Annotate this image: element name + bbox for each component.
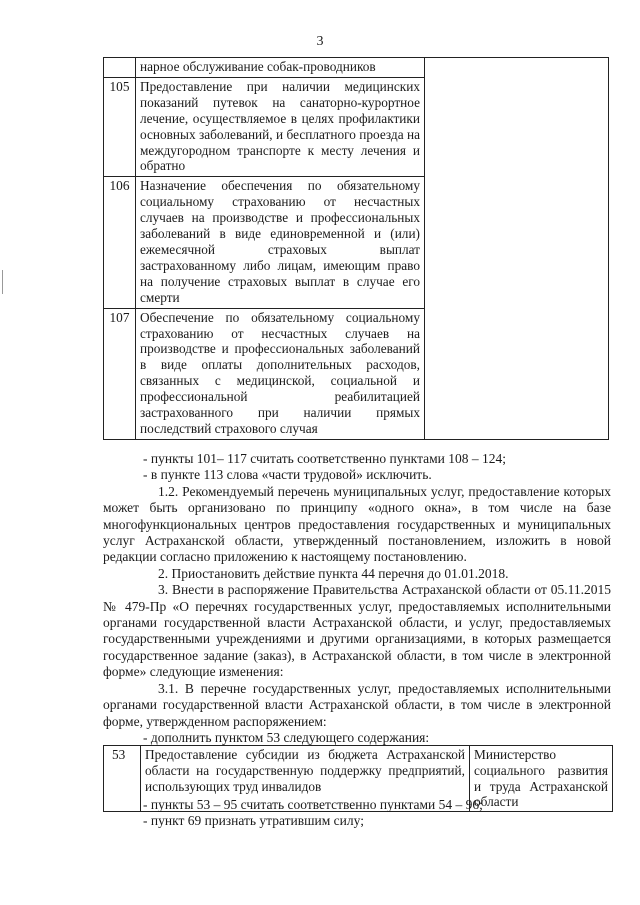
paragraph: - пункты 101– 117 считать соответственно пунктами 108 – 124; <box>143 451 507 466</box>
paragraph: 1.2. Рекомендуемый перечень муниципальных услуг, предоставление которых может быть организовано по принципу «одного окна», в том числе на базе многофункциональных центров предоставления государственных и муниципальных услуг Астраханской области, утвержденный постановлением, изложить в новой редакции согласно приложению к настоящему постановлению. <box>103 483 611 565</box>
service-description: Обеспечение по обязательному социальному страхованию от несчастных случаев на производстве и профессиональных заболеваний в виде оплаты дополнительных расходов, связанных с медицинской, социальной и профессиональной реабилитацией застрахованного при наличии прямых последствий страхового случая <box>136 308 425 439</box>
page-number: 3 <box>316 34 324 49</box>
document-body <box>103 451 611 746</box>
row-number: 106 <box>104 177 136 308</box>
service-description: Назначение обеспечения по обязательному социальному страхованию от несчастных случаев на производстве и профессиональных заболеваний в виде единовременной и (или) ежемесячной страховых выплат застрахованному либо лицам, имеющим право на получение страховых выплат в случае его смерти <box>136 177 425 308</box>
responsible-organization: Министерство социального развития и труда Астраханской области <box>470 746 613 812</box>
service-description: Предоставление при наличии медицинских показаний путевок на санаторно-курортное лечение, осуществляемое в целях профилактики основных заболеваний, и бесплатного проезда на междугородном транспорте к месту лечения и обратно <box>136 77 425 176</box>
scan-edge-mark <box>2 270 3 294</box>
table-row <box>104 58 609 78</box>
paragraph: 3.1. В перечне государственных услуг, предоставляемых исполнительными органами государственной власти Астраханской области, в том числе в электронной форме, утвержденном распоряжением: <box>103 680 611 729</box>
row-number: 107 <box>104 308 136 439</box>
paragraph: - в пункте 113 слова «части трудовой» исключить. <box>143 467 432 483</box>
paragraph: 2. Приостановить действие пункта 44 перечня до 01.01.2018. <box>158 565 509 581</box>
paragraph: - пункты 53 – 95 считать соответственно пунктами 54 – 96; <box>143 797 483 812</box>
paragraph: - пункт 69 признать утратившим силу; <box>143 813 364 829</box>
paragraph: 3. Внести в распоряжение Правительства Астраханской области от 05.11.2015 № 479-Пр «О перечнях государственных услуг, предоставляемых исполнительными органами государственной власти Астраханской области, и услуг, предоставляемых государственными учреждениями и другими организациями, в которых размещается государственное задание (заказ), в Астраханской области, в том числе в электронной форме» следующие изменения: <box>103 582 611 680</box>
row-number: 105 <box>104 77 136 176</box>
row-number <box>104 58 136 78</box>
services-table <box>103 57 609 440</box>
paragraph: - дополнить пунктом 53 следующего содержания: <box>143 729 430 745</box>
empty-cell <box>425 58 609 440</box>
row-number: 53 <box>104 746 141 812</box>
service-description: Предоставление субсидии из бюджета Астраханской области на государственную поддержку предприятий, использующих труд инвалидов <box>141 746 470 812</box>
document-body-continued <box>143 797 613 830</box>
service-description: нарное обслуживание собак-проводников <box>136 58 425 78</box>
